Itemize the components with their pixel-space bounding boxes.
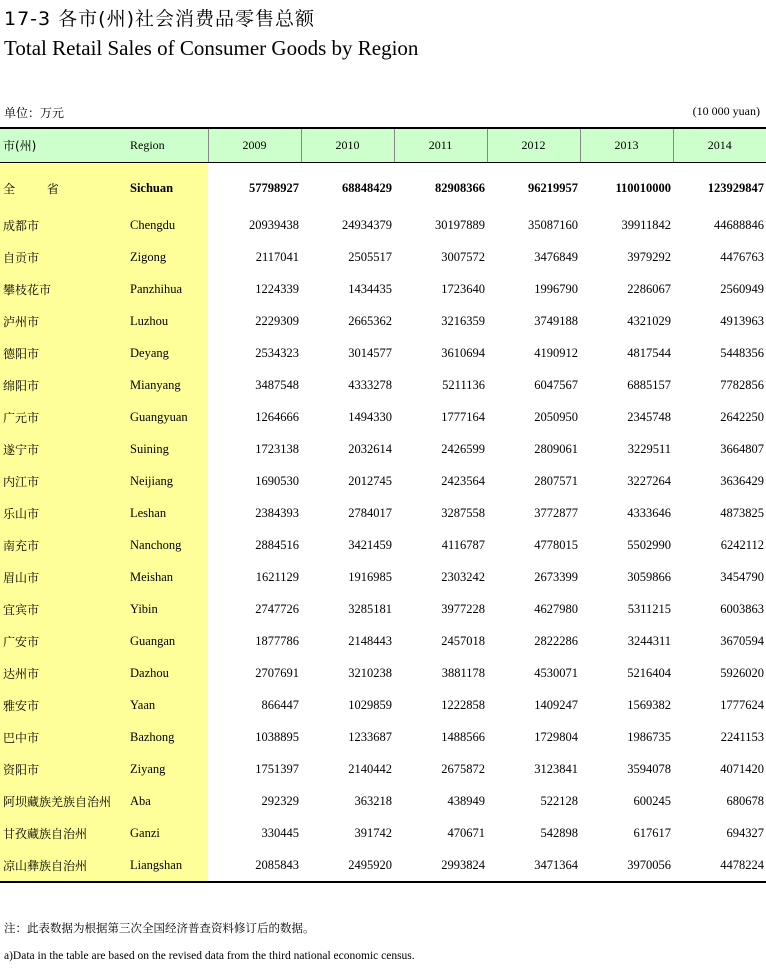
- sales-value: 7782856: [720, 377, 764, 392]
- region-name-cn: 雅安市: [0, 689, 124, 721]
- region-name-cn: 泸州市: [0, 305, 124, 337]
- sales-value: 2505517: [348, 249, 392, 264]
- sales-value: 2884516: [255, 537, 299, 552]
- sales-value: 3421459: [348, 537, 392, 552]
- sales-value: 1621129: [255, 569, 299, 584]
- sales-value: 522128: [540, 793, 578, 808]
- region-name-cn: 自贡市: [0, 241, 124, 273]
- sales-value: 96219957: [528, 180, 578, 195]
- sales-value: 1777624: [720, 697, 764, 712]
- sales-value: 3285181: [348, 601, 392, 616]
- region-name-en: Luzhou: [124, 305, 208, 337]
- region-name-cn: 资阳市: [0, 753, 124, 785]
- table-row: [0, 497, 766, 529]
- region-name-cn: 达州市: [0, 657, 124, 689]
- sales-value: 2665362: [348, 313, 392, 328]
- sales-value: 1986735: [627, 729, 671, 744]
- region-name-cn: 南充市: [0, 529, 124, 561]
- sales-value: 3287558: [441, 505, 485, 520]
- header-year: 2011: [394, 128, 487, 163]
- sales-value: 1877786: [255, 633, 299, 648]
- region-name-en: Sichuan: [124, 163, 208, 210]
- region-name-en: Deyang: [124, 337, 208, 369]
- sales-value: 2495920: [348, 857, 392, 872]
- region-name-cn: 凉山彝族自治州: [0, 849, 124, 882]
- region-name-en: Bazhong: [124, 721, 208, 753]
- sales-value: 2032614: [348, 441, 392, 456]
- sales-value: 3014577: [348, 345, 392, 360]
- table-row: [0, 369, 766, 401]
- sales-value: 3881178: [441, 665, 485, 680]
- region-name-cn: 攀枝花市: [0, 273, 124, 305]
- table-row: [0, 785, 766, 817]
- sales-value: 4190912: [534, 345, 578, 360]
- sales-value: 3471364: [534, 857, 578, 872]
- sales-value: 2241153: [720, 729, 764, 744]
- region-name-cn: 宜宾市: [0, 593, 124, 625]
- table-row: [0, 465, 766, 497]
- sales-value: 391742: [354, 825, 392, 840]
- table-row: [0, 849, 766, 882]
- sales-value: 2822286: [534, 633, 578, 648]
- footnote-en: a)Data in the table are based on the revised data from the third national economic census.: [4, 950, 415, 962]
- sales-value: 6047567: [534, 377, 578, 392]
- unit-label-cn: 单位：万元: [4, 106, 65, 120]
- table-row: [0, 529, 766, 561]
- region-name-en: Meishan: [124, 561, 208, 593]
- sales-value: 2117041: [255, 249, 299, 264]
- sales-value: 68848429: [342, 180, 392, 195]
- table-header: [0, 128, 766, 163]
- sales-value: 3229511: [627, 441, 671, 456]
- sales-value: 5502990: [627, 537, 671, 552]
- sales-value: 1751397: [255, 761, 299, 776]
- sales-value: 2747726: [255, 601, 299, 616]
- region-name-cn: 眉山市: [0, 561, 124, 593]
- sales-value: 4116787: [441, 537, 485, 552]
- sales-value: 363218: [354, 793, 392, 808]
- region-name-en: Guangyuan: [124, 401, 208, 433]
- sales-value: 1224339: [255, 281, 299, 296]
- sales-value: 617617: [633, 825, 671, 840]
- region-name-cn: 内江市: [0, 465, 124, 497]
- sales-value: 35087160: [528, 217, 578, 232]
- header-year: 2012: [487, 128, 580, 163]
- table-row: [0, 817, 766, 849]
- region-name-en: Ganzi: [124, 817, 208, 849]
- table-row: [0, 401, 766, 433]
- sales-value: 5216404: [627, 665, 671, 680]
- sales-value: 438949: [447, 793, 485, 808]
- sales-value: 3664807: [720, 441, 764, 456]
- sales-value: 680678: [726, 793, 764, 808]
- sales-value: 110010000: [615, 180, 671, 195]
- sales-value: 1723138: [255, 441, 299, 456]
- sales-value: 1222858: [441, 697, 485, 712]
- sales-value: 2457018: [441, 633, 485, 648]
- region-name-cn: 绵阳市: [0, 369, 124, 401]
- sales-value: 2140442: [348, 761, 392, 776]
- sales-value: 1029859: [348, 697, 392, 712]
- sales-value: 1777164: [441, 409, 485, 424]
- table-row: [0, 273, 766, 305]
- region-name-cn: 德阳市: [0, 337, 124, 369]
- sales-value: 2809061: [534, 441, 578, 456]
- sales-value: 542898: [540, 825, 578, 840]
- sales-value: 44688846: [714, 217, 764, 232]
- header-region-en: Region: [124, 128, 208, 163]
- sales-value: 2673399: [534, 569, 578, 584]
- sales-value: 2560949: [720, 281, 764, 296]
- sales-value: 2012745: [348, 473, 392, 488]
- sales-value: 4817544: [627, 345, 671, 360]
- region-name-en: Yaan: [124, 689, 208, 721]
- sales-value: 866447: [261, 697, 299, 712]
- sales-value: 694327: [726, 825, 764, 840]
- sales-value: 82908366: [435, 180, 485, 195]
- sales-value: 4530071: [534, 665, 578, 680]
- sales-value: 3610694: [441, 345, 485, 360]
- region-name-en: Leshan: [124, 497, 208, 529]
- sales-value: 6242112: [720, 537, 764, 552]
- region-name-cn: 全 省: [0, 163, 124, 210]
- header-year: 2010: [301, 128, 394, 163]
- sales-value: 1996790: [534, 281, 578, 296]
- sales-value: 2303242: [441, 569, 485, 584]
- region-name-en: Ziyang: [124, 753, 208, 785]
- region-name-en: Dazhou: [124, 657, 208, 689]
- sales-value: 1409247: [534, 697, 578, 712]
- region-name-cn: 乐山市: [0, 497, 124, 529]
- sales-value: 3749188: [534, 313, 578, 328]
- table-row: [0, 305, 766, 337]
- region-name-cn: 广安市: [0, 625, 124, 657]
- sales-value: 3244311: [627, 633, 671, 648]
- sales-value: 330445: [261, 825, 299, 840]
- sales-value: 2784017: [348, 505, 392, 520]
- header-year: 2013: [580, 128, 673, 163]
- sales-value: 5311215: [627, 601, 671, 616]
- sales-value: 3476849: [534, 249, 578, 264]
- sales-value: 4627980: [534, 601, 578, 616]
- sales-value: 3970056: [627, 857, 671, 872]
- sales-value: 4333646: [627, 505, 671, 520]
- sales-value: 4778015: [534, 537, 578, 552]
- region-name-en: Nanchong: [124, 529, 208, 561]
- table-row: [0, 433, 766, 465]
- region-name-en: Guangan: [124, 625, 208, 657]
- sales-value: 4913963: [720, 313, 764, 328]
- region-name-cn: 遂宁市: [0, 433, 124, 465]
- sales-value: 470671: [447, 825, 485, 840]
- sales-value: 3979292: [627, 249, 671, 264]
- sales-value: 2642250: [720, 409, 764, 424]
- sales-value: 600245: [633, 793, 671, 808]
- sales-value: 5926020: [720, 665, 764, 680]
- sales-value: 1264666: [255, 409, 299, 424]
- sales-value: 1916985: [348, 569, 392, 584]
- table-row: [0, 689, 766, 721]
- sales-value: 1038895: [255, 729, 299, 744]
- sales-value: 6003863: [720, 601, 764, 616]
- sales-value: 2050950: [534, 409, 578, 424]
- sales-value: 5448356: [720, 345, 764, 360]
- sales-value: 4873825: [720, 505, 764, 520]
- sales-value: 2229309: [255, 313, 299, 328]
- sales-value: 24934379: [342, 217, 392, 232]
- sales-value: 20939438: [249, 217, 299, 232]
- retail-sales-table: [0, 127, 766, 883]
- region-name-cn: 巴中市: [0, 721, 124, 753]
- sales-value: 3487548: [255, 377, 299, 392]
- region-name-cn: 甘孜藏族自治州: [0, 817, 124, 849]
- sales-value: 1723640: [441, 281, 485, 296]
- sales-value: 5211136: [442, 377, 485, 392]
- table-row: [0, 753, 766, 785]
- sales-value: 3227264: [627, 473, 671, 488]
- sales-value: 3594078: [627, 761, 671, 776]
- sales-value: 39911842: [621, 217, 671, 232]
- sales-value: 3007572: [441, 249, 485, 264]
- table-row: [0, 337, 766, 369]
- sales-value: 2675872: [441, 761, 485, 776]
- header-region-cn: 市(州): [0, 128, 124, 163]
- sales-value: 123929847: [707, 180, 764, 195]
- sales-value: 1690530: [255, 473, 299, 488]
- page-title-en: Total Retail Sales of Consumer Goods by Region: [4, 36, 419, 60]
- sales-value: 2426599: [441, 441, 485, 456]
- sales-value: 3977228: [441, 601, 485, 616]
- sales-value: 3210238: [348, 665, 392, 680]
- sales-value: 3059866: [627, 569, 671, 584]
- region-name-en: Mianyang: [124, 369, 208, 401]
- sales-value: 2707691: [255, 665, 299, 680]
- header-year: 2014: [673, 128, 766, 163]
- sales-value: 1488566: [441, 729, 485, 744]
- region-name-cn: 广元市: [0, 401, 124, 433]
- sales-value: 1434435: [348, 281, 392, 296]
- table-row: [0, 241, 766, 273]
- sales-value: 4333278: [348, 377, 392, 392]
- region-name-cn: 阿坝藏族羌族自治州: [0, 785, 124, 817]
- sales-value: 3454790: [720, 569, 764, 584]
- table-row: [0, 593, 766, 625]
- sales-value: 2148443: [348, 633, 392, 648]
- sales-value: 3216359: [441, 313, 485, 328]
- table-row: [0, 657, 766, 689]
- table-row: [0, 721, 766, 753]
- table-row: [0, 209, 766, 241]
- sales-value: 30197889: [435, 217, 485, 232]
- sales-value: 2384393: [255, 505, 299, 520]
- sales-value: 292329: [261, 793, 299, 808]
- sales-value: 57798927: [249, 180, 299, 195]
- region-name-cn: 成都市: [0, 209, 124, 241]
- sales-value: 1729804: [534, 729, 578, 744]
- sales-value: 6885157: [627, 377, 671, 392]
- table-row: [0, 163, 766, 210]
- region-name-en: Suining: [124, 433, 208, 465]
- unit-label-en: (10 000 yuan): [692, 104, 760, 118]
- sales-value: 3772877: [534, 505, 578, 520]
- region-name-en: Panzhihua: [124, 273, 208, 305]
- sales-value: 4476763: [720, 249, 764, 264]
- sales-value: 1494330: [348, 409, 392, 424]
- sales-value: 1569382: [627, 697, 671, 712]
- region-name-en: Zigong: [124, 241, 208, 273]
- sales-value: 3123841: [534, 761, 578, 776]
- sales-value: 1233687: [348, 729, 392, 744]
- sales-value: 4478224: [720, 857, 764, 872]
- region-name-en: Liangshan: [124, 849, 208, 882]
- header-year: 2009: [208, 128, 301, 163]
- sales-value: 2807571: [534, 473, 578, 488]
- region-name-en: Aba: [124, 785, 208, 817]
- sales-value: 3670594: [720, 633, 764, 648]
- table-row: [0, 561, 766, 593]
- sales-value: 2085843: [255, 857, 299, 872]
- sales-value: 2286067: [627, 281, 671, 296]
- sales-value: 2993824: [441, 857, 485, 872]
- table-row: [0, 625, 766, 657]
- sales-value: 3636429: [720, 473, 764, 488]
- region-name-en: Yibin: [124, 593, 208, 625]
- region-name-en: Chengdu: [124, 209, 208, 241]
- sales-value: 4071420: [720, 761, 764, 776]
- sales-value: 2534323: [255, 345, 299, 360]
- sales-value: 4321029: [627, 313, 671, 328]
- page-title-cn: 17-3 各市(州)社会消费品零售总额: [4, 8, 315, 30]
- region-name-en: Neijiang: [124, 465, 208, 497]
- footnote-cn: 注：此表数据为根据第三次全国经济普查资料修订后的数据。: [4, 921, 315, 935]
- sales-value: 2345748: [627, 409, 671, 424]
- sales-value: 2423564: [441, 473, 485, 488]
- table-body: [0, 163, 766, 883]
